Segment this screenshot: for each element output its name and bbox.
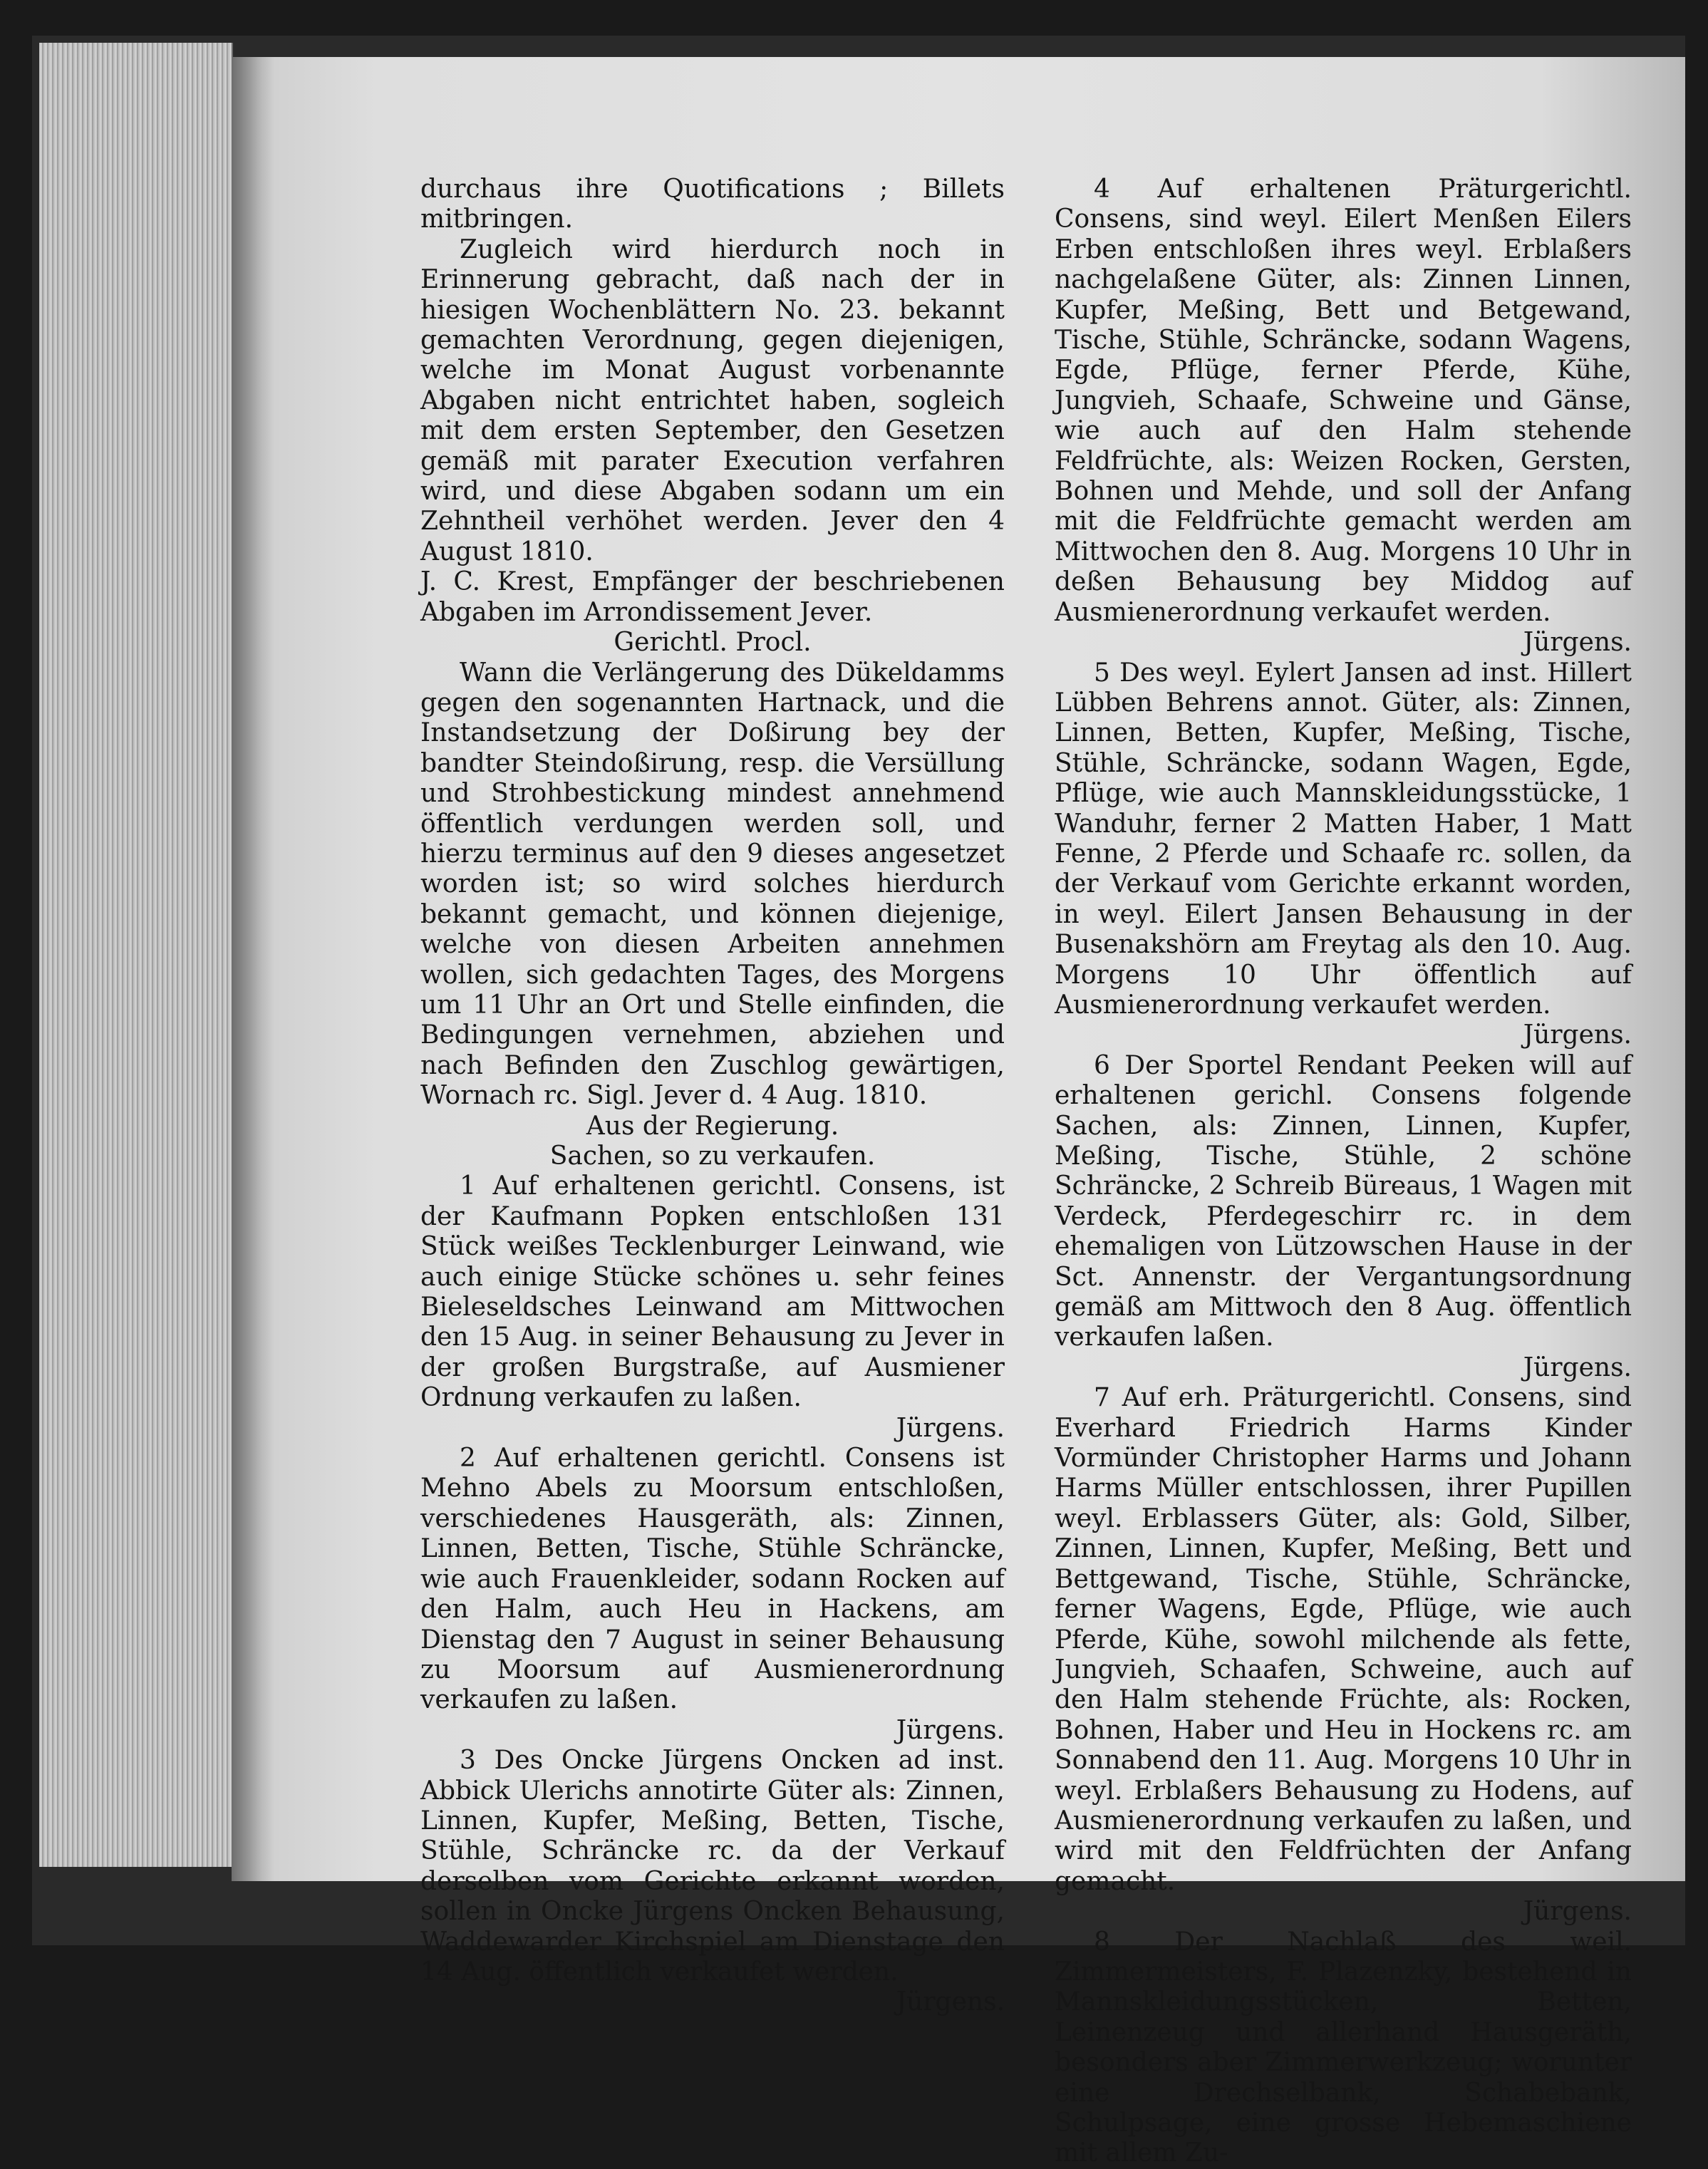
paragraph: Wann die Verlängerung des Dükeldamms gegen den sogenannten Hartnack, und die Instandsetzung der Doßirung bey der bandter Steindoßirung, resp. die Versüllung und Strohbestickung mindest annehmend öffentlich verdungen werden soll, und hierzu terminus auf den 9 dieses angesetzet worden ist; so wird solches hierdurch bekannt gemacht, und können diejenige, welche von diesen Arbeiten annehmen wollen, sich gedachten Tages, des Morgens um 11 Uhr an Ort und Stelle einfinden, die Bedingungen vernehmen, abziehen und nach Befinden den Zuschlog gewärtigen, Wornach rc. Sigl. Jever d. 4 Aug. 1810.: [420, 658, 1005, 1111]
paragraph: 8 Der Nachlaß des weil. Zimmermeisters, F. Plazenzky, bestehend in Mannskleidungsstücken, Betten, Leinenzeug und allerhand Hausgeräth, besonders aber Zimmerwerkzeug; worunter eine Drechselbank, Schabebank, Schulpsage, eine grosse Hebemaschiene mit allem Zu-: [1055, 1927, 1632, 2168]
right-column: [1055, 175, 1632, 2169]
signature: Jürgens.: [896, 1987, 1005, 2017]
signature: Jürgens.: [896, 1715, 1005, 1745]
section-heading: Gerichtl. Procl.: [614, 628, 812, 658]
section-heading: Sachen, so zu verkaufen.: [549, 1142, 876, 1171]
signature: Jürgens.: [1523, 1897, 1632, 1927]
paragraph: 6 Der Sportel Rendant Peeken will auf erhaltenen gerichl. Consens folgende Sachen, als: Zinnen, Linnen, Kupfer, Meßing, Tische, Stühle, 2 schöne Schräncke, 2 Schreib Büreaus, 1 Wagen mit Verdeck, Pferdegeschirr rc. in dem ehemaligen von Lützowschen Hause in der Sct. Annenstr. der Vergantungsordnung gemäß am Mittwoch den 8 Aug. öffentlich verkaufen laßen.: [1055, 1050, 1632, 1352]
signature: Jürgens.: [896, 1413, 1005, 1443]
paragraph: durchaus ihre Quotifications ; Billets mitbringen.: [420, 175, 1005, 234]
paragraph: 3 Des Oncke Jürgens Oncken ad inst. Abbick Ulerichs annotirte Güter als: Zinnen, Linnen, Kupfer, Meßing, Betten, Tische, Stühle, Schräncke rc. da der Verkauf derselben vom Gerichte erkannt worden, sollen in Oncke Jürgens Oncken Behausung, Waddewarder Kirchspiel am Dienstage den 14 Aug. öffentlich verkaufet werden.: [420, 1746, 1005, 1987]
page-edges: [39, 43, 233, 1867]
signature: Jürgens.: [1523, 1352, 1632, 1382]
paragraph: 7 Auf erh. Präturgerichtl. Consens, sind Everhard Friedrich Harms Kinder Vormünder Christopher Harms und Johann Harms Müller entschlossen, ihrer Pupillen weyl. Erblassers Güter, als: Gold, Silber, Zinnen, Linnen, Kupfer, Meßing, Bett und Bettgewand, Tische, Stühle, Schräncke, ferner Wagens, Egde, Pflüge, wie auch Pferde, Kühe, sowohl milchende als fette, Jungvieh, Schaafen, Schweine, auch auf den Halm stehende Früchte, als: Rocken, Bohnen, Haber und Heu in Hockens rc. am Sonnabend den 11. Aug. Morgens 10 Uhr in weyl. Erblaßers Behausung zu Hodens, auf Ausmienerordnung verkaufen zu laßen, und wird mit den Feldfrüchten der Anfang gemacht.: [1055, 1383, 1632, 1896]
paragraph: Zugleich wird hierdurch noch in Erinnerung gebracht, daß nach der in hiesigen Wochenblättern No. 23. bekannt gemachten Verordnung, gegen diejenigen, welche im Monat August vorbenannte Abgaben nicht entrichtet haben, sogleich mit dem ersten September, den Gesetzen gemäß mit parater Execution verfahren wird, und diese Abgaben sodann um ein Zehntheil verhöhet werden. Jever den 4 August 1810.: [420, 234, 1005, 566]
section-heading: Aus der Regierung.: [586, 1111, 839, 1141]
paragraph: 4 Auf erhaltenen Präturgerichtl. Consens, sind weyl. Eilert Menßen Eilers Erben entschloßen ihres weyl. Erblaßers nachgelaßene Güter, als: Zinnen Linnen, Kupfer, Meßing, Bett und Betgewand, Tische, Stühle, Schräncke, sodann Wagens, Egde, Pflüge, ferner Pferde, Kühe, Jungvieh, Schaafe, Schweine und Gänse, wie auch auf den Halm stehende Feldfrüchte, als: Weizen Rocken, Gersten, Bohnen und Mehde, und soll der Anfang mit die Feldfrüchte gemacht werden am Mittwochen den 8. Aug. Morgens 10 Uhr in deßen Behausung bey Middog auf Ausmienerordnung verkaufet werden.: [1055, 175, 1632, 627]
signature: Jürgens.: [1523, 628, 1632, 658]
signature: Jürgens.: [1523, 1020, 1632, 1050]
paragraph: J. C. Krest, Empfänger der beschriebenen Abgaben im Arrondissement Jever.: [420, 567, 1005, 627]
paragraph: 1 Auf erhaltenen gerichtl. Consens, ist der Kaufmann Popken entschloßen 131 Stück weißes Tecklenburger Leinwand, wie auch einige Stücke schönes u. sehr feines Bieleseldsches Leinwand am Mittwochen den 15 Aug. in seiner Behausung zu Jever in der großen Burgstraße, auf Ausmiener Ordnung verkaufen zu laßen.: [420, 1171, 1005, 1413]
paragraph: 2 Auf erhaltenen gerichtl. Consens ist Mehno Abels zu Moorsum entschloßen, verschiedenes Hausgeräth, als: Zinnen, Linnen, Betten, Tische, Stühle Schräncke, wie auch Frauenkleider, sodann Rocken auf den Halm, auch Heu in Hackens, am Dienstag den 7 August in seiner Behausung zu Moorsum auf Ausmienerordnung verkaufen zu laßen.: [420, 1444, 1005, 1715]
paragraph: 5 Des weyl. Eylert Jansen ad inst. Hillert Lübben Behrens annot. Güter, als: Zinnen, Linnen, Betten, Kupfer, Meßing, Tische, Stühle, Schräncke, sodann Wagen, Egde, Pflüge, wie auch Mannskleidungsstücke, 1 Wanduhr, ferner 2 Matten Haber, 1 Matt Fenne, 2 Pferde und Schaafe rc. sollen, da der Verkauf vom Gerichte erkannt worden, in weyl. Eilert Jansen Behausung in der Busenakshörn am Freytag als den 10. Aug. Morgens 10 Uhr öffentlich auf Ausmienerordnung verkaufet werden.: [1055, 658, 1632, 1020]
left-column: [420, 175, 1005, 2018]
binding-shadow: [232, 57, 274, 1881]
